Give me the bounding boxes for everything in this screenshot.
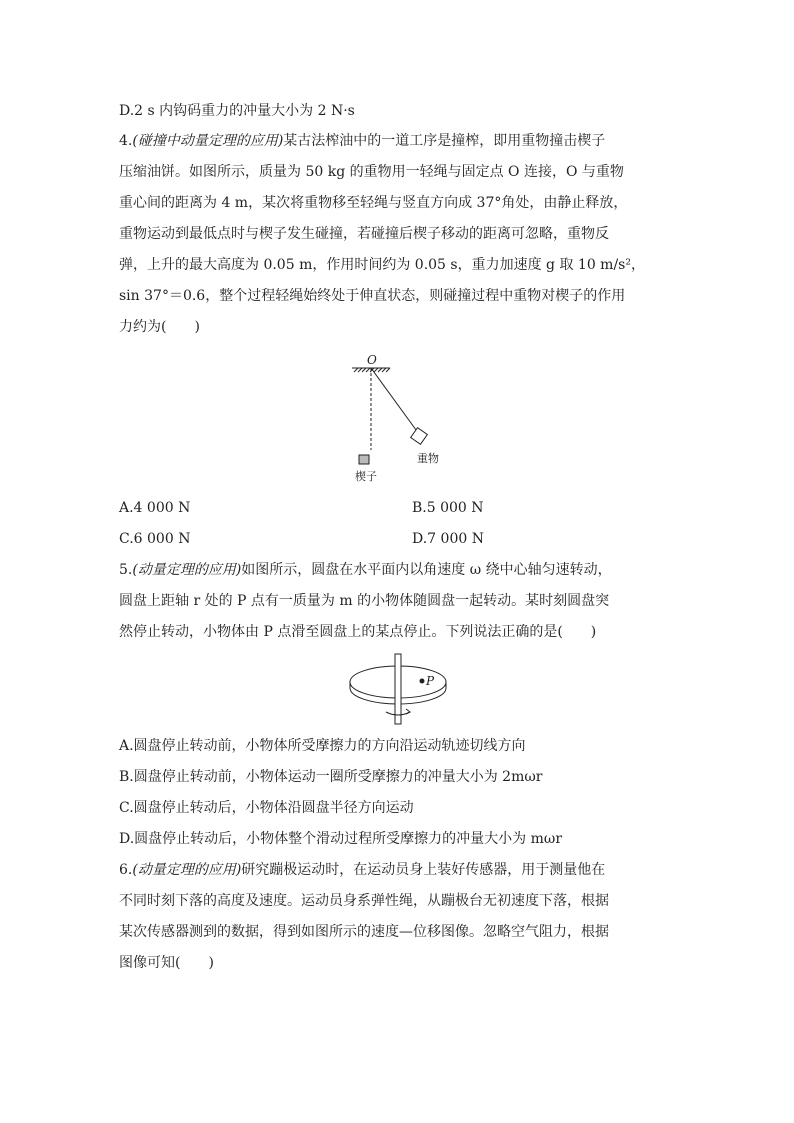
center-axle [395, 654, 401, 724]
rotation-arrowhead [406, 709, 410, 714]
q4-line-5: 弹，上升的最大高度为 0.05 m，作用时间约为 0.05 s，重力加速度 g 取 10 m/s²， [119, 257, 645, 273]
q6-line-4: 图像可知( ) [119, 955, 214, 971]
wedge-block [359, 455, 369, 464]
label-weight: 重物 [417, 452, 439, 465]
q6-tag: (动量定理的应用) [132, 862, 242, 878]
q4-line-3: 重心间的距离为 4 m，某次将重物移至轻绳与竖直方向成 37°角处，由静止释放， [119, 195, 628, 211]
q4-line-2: 压缩油饼。如图所示，质量为 50 kg 的重物用一轻绳与固定点 O 连接，O 与重物 [119, 164, 624, 180]
q4-option-d: D.7 000 N [412, 531, 484, 547]
q5-option-a: A.圆盘停止转动前，小物体所受摩擦力的方向沿运动轨迹切线方向 [119, 738, 526, 754]
label-wedge: 楔子 [355, 470, 377, 483]
q4-line-7: 力约为( ) [119, 319, 200, 335]
label-p: P [426, 674, 435, 688]
q5-option-b: B.圆盘停止转动前，小物体运动一圈所受摩擦力的冲量大小为 2mωr [119, 769, 543, 785]
q5-line-2: 圆盘上距轴 r 处的 P 点有一质量为 m 的小物体随圆盘一起转动。某时刻圆盘突 [119, 593, 610, 609]
q4-line-4: 重物运动到最低点时与楔子发生碰撞，若碰撞后楔子移动的距离可忽略，重物反 [119, 226, 609, 242]
q5-line-1 [119, 560, 612, 580]
q5-line-3: 然停止转动，小物体由 P 点滑至圆盘上的某点停止。下列说法正确的是( ) [119, 624, 597, 640]
rope-line [371, 368, 419, 434]
q4-line-1 [119, 131, 605, 151]
q6-number: 6. [119, 862, 133, 878]
q5-tag: (动量定理的应用) [132, 562, 242, 578]
q4-option-a: A.4 000 N [119, 500, 191, 516]
q4-pendulum-figure [330, 350, 470, 485]
q4-option-b: B.5 000 N [412, 500, 484, 516]
q6-line-1 [119, 860, 605, 880]
q4-text-1: 某古法榨油中的一道工序是撞榨，即用重物撞击楔子 [283, 133, 606, 149]
q5-number: 5. [119, 562, 133, 578]
q4-tag: (碰撞中动量定理的应用) [132, 133, 284, 149]
q4-line-6: sin 37°＝0.6，整个过程轻绳始终处于伸直状态，则碰撞过程中重物对楔子的作用 [119, 288, 626, 304]
q6-line-2: 不同时刻下落的高度及速度。运动员身系弹性绳，从蹦极台无初速度下落，根据 [119, 893, 609, 909]
weight-block [411, 428, 428, 445]
label-o: O [367, 353, 377, 367]
q5-option-d: D.圆盘停止转动后，小物体整个滑动过程所受摩擦力的冲量大小为 mωr [119, 831, 563, 847]
q4-number: 4. [119, 133, 133, 149]
q6-line-3: 某次传感器测到的数据，得到如图所示的速度—位移图像。忽略空气阻力，根据 [119, 924, 609, 940]
q5-text-1: 如图所示，圆盘在水平面内以角速度 ω 绕中心轴匀速转动， [241, 562, 612, 578]
prev-option-d: D.2 s 内钩码重力的冲量大小为 2 N·s [119, 103, 355, 119]
q5-disc-figure [342, 650, 454, 728]
q4-option-c: C.6 000 N [119, 531, 191, 547]
point-p-dot [420, 679, 424, 683]
q6-text-1: 研究蹦极运动时，在运动员身上装好传感器，用于测量他在 [241, 862, 606, 878]
q5-option-c: C.圆盘停止转动后，小物体沿圆盘半径方向运动 [119, 800, 414, 816]
